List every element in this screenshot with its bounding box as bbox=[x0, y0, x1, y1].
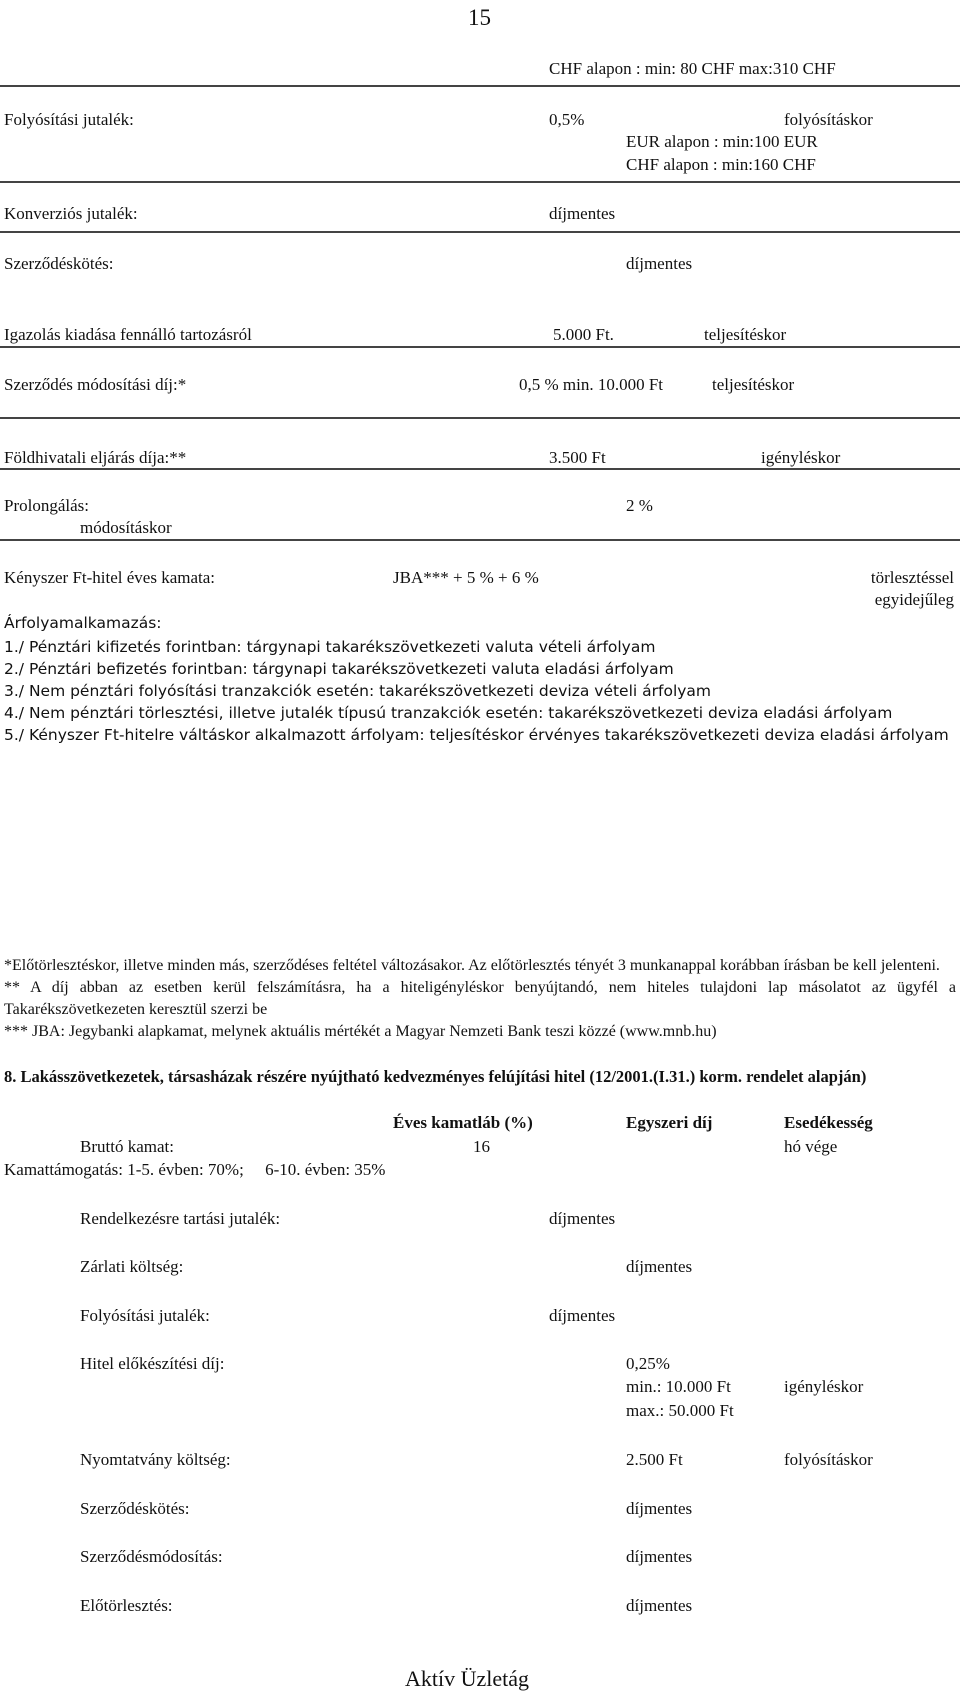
brutto-rate: 16 bbox=[473, 1137, 490, 1156]
divider bbox=[0, 468, 960, 470]
footnotes bbox=[4, 955, 956, 1043]
nyomtatvany-when: folyósításkor bbox=[784, 1450, 873, 1469]
folyositasi8-value: díjmentes bbox=[549, 1306, 616, 1325]
hitel-max: max.: 50.000 Ft bbox=[626, 1401, 734, 1420]
section-8-title: 8. Lakásszövetkezetek, társasházak részére nyújtható kedvezményes felújítási hitel (12/2001.(I.31.) korm. rendelet alapján) bbox=[4, 1067, 867, 1086]
divider bbox=[0, 231, 960, 233]
konverzios-value: díjmentes bbox=[549, 204, 616, 223]
folyositasi-eur: EUR alapon : min:100 EUR bbox=[626, 132, 818, 151]
footnote-3: *** JBA: Jegybanki alapkamat, melynek aktuális mértékét a Magyar Nemzeti Bank teszi közzé (www.mnb.hu) bbox=[4, 1023, 717, 1040]
modositasi-label: Szerződés módosítási díj:* bbox=[4, 375, 187, 394]
szerzodesmod-label: Szerződésmódosítás: bbox=[80, 1547, 223, 1566]
kenyszer-when2: egyidejűleg bbox=[874, 590, 954, 609]
igazolas-value: 5.000 Ft. bbox=[553, 325, 614, 344]
foldhivatali-label: Földhivatali eljárás díja:** bbox=[4, 448, 187, 467]
rendelkezes-label: Rendelkezésre tartási jutalék: bbox=[80, 1209, 281, 1228]
folyositasi-chf: CHF alapon : min:160 CHF bbox=[626, 155, 816, 174]
szerzodeskotes-value: díjmentes bbox=[626, 254, 693, 273]
foldhivatali-when: igényléskor bbox=[761, 448, 841, 467]
kenyszer-label: Kényszer Ft-hitel éves kamata: bbox=[4, 568, 216, 587]
footnote-1: *Előtörlesztéskor, illetve minden más, szerződéses feltétel változásakor. Az előtörlesztés tényét 3 munkanappal korábban írásban be kell jelenteni. bbox=[4, 957, 940, 974]
page-number: 15 bbox=[468, 5, 491, 30]
elotorlesztes-label: Előtörlesztés: bbox=[80, 1596, 173, 1615]
igazolas-label: Igazolás kiadása fennálló tartozásról bbox=[4, 325, 252, 344]
arfolyam-item: 2./ Pénztári befizetés forintban: tárgynapi takarékszövetkezeti valuta eladási árfolyam bbox=[4, 660, 674, 678]
divider bbox=[0, 346, 960, 348]
arfolyam-item: 1./ Pénztári kifizetés forintban: tárgynapi takarékszövetkezeti valuta vételi árfolyam bbox=[4, 638, 656, 656]
folyositasi-label: Folyósítási jutalék: bbox=[4, 110, 134, 129]
hitel-when: igényléskor bbox=[784, 1377, 864, 1396]
nyomtatvany-value: 2.500 Ft bbox=[626, 1450, 683, 1469]
elotorlesztes-value: díjmentes bbox=[626, 1596, 693, 1615]
kenyszer-when1: törlesztéssel bbox=[870, 568, 954, 587]
arfolyam-item: 3./ Nem pénztári folyósítási tranzakciók esetén: takarékszövetkezeti deviza vételi árfolyam bbox=[4, 682, 712, 700]
brutto-due: hó vége bbox=[784, 1137, 838, 1156]
hitel-label: Hitel előkészítési díj: bbox=[80, 1354, 225, 1373]
footer-department: Aktív Üzletág bbox=[405, 1666, 530, 1691]
rendelkezes-value: díjmentes bbox=[549, 1209, 616, 1228]
modositasi-value: 0,5 % min. 10.000 Ft bbox=[519, 375, 664, 394]
divider bbox=[0, 85, 960, 87]
footnote-2: ** A díj abban az esetben kerül felszámításra, ha a hiteligényléskor benyújtandó, nem hiteles tulajdoni lap másolatot az ügyfél a Takarékszövetkezeten keresztül szerzi be bbox=[4, 979, 956, 1018]
prolongalas-when: módosításkor bbox=[80, 518, 172, 537]
header-due: Esedékesség bbox=[784, 1113, 873, 1132]
divider bbox=[0, 181, 960, 183]
szerzodesmod-value: díjmentes bbox=[626, 1547, 693, 1566]
foldhivatali-value: 3.500 Ft bbox=[549, 448, 606, 467]
prolongalas-value: 2 % bbox=[626, 496, 653, 515]
arfolyam-list bbox=[4, 636, 956, 746]
folyositasi-when: folyósításkor bbox=[784, 110, 873, 129]
arfolyam-item: 5./ Kényszer Ft-hitelre váltáskor alkalmazott árfolyam: teljesítéskor érvényes takarékszövetkezeti deviza eladási árfolyam bbox=[4, 726, 949, 744]
zarlati-label: Zárlati költség: bbox=[80, 1257, 184, 1276]
header-rate: Éves kamatláb (%) bbox=[393, 1113, 533, 1132]
chf-limit-line: CHF alapon : min: 80 CHF max:310 CHF bbox=[549, 59, 836, 78]
szerzodeskotes8-label: Szerződéskötés: bbox=[80, 1499, 190, 1518]
szerzodeskotes8-value: díjmentes bbox=[626, 1499, 693, 1518]
kamattamogatas: Kamattámogatás: 1-5. évben: 70%; 6-10. évben: 35% bbox=[4, 1160, 386, 1179]
brutto-label: Bruttó kamat: bbox=[80, 1137, 174, 1156]
prolongalas-label: Prolongálás: bbox=[4, 496, 89, 515]
arfolyam-title: Árfolyamalkamazás: bbox=[4, 614, 162, 632]
modositasi-when: teljesítéskor bbox=[712, 375, 795, 394]
kenyszer-value: JBA*** + 5 % + 6 % bbox=[393, 568, 539, 587]
hitel-min: min.: 10.000 Ft bbox=[626, 1377, 731, 1396]
arfolyam-item: 4./ Nem pénztári törlesztési, illetve jutalék típusú tranzakciók esetén: takarékszövetkezeti deviza eladási árfolyam bbox=[4, 704, 893, 722]
szerzodeskotes-label: Szerződéskötés: bbox=[4, 254, 114, 273]
folyositasi-value: 0,5% bbox=[549, 110, 585, 129]
zarlati-value: díjmentes bbox=[626, 1257, 693, 1276]
hitel-value: 0,25% bbox=[626, 1354, 670, 1373]
nyomtatvany-label: Nyomtatvány költség: bbox=[80, 1450, 231, 1469]
divider bbox=[0, 539, 960, 541]
folyositasi8-label: Folyósítási jutalék: bbox=[80, 1306, 210, 1325]
igazolas-when: teljesítéskor bbox=[704, 325, 787, 344]
divider bbox=[0, 417, 960, 419]
header-fee: Egyszeri díj bbox=[626, 1113, 713, 1132]
konverzios-label: Konverziós jutalék: bbox=[4, 204, 138, 223]
